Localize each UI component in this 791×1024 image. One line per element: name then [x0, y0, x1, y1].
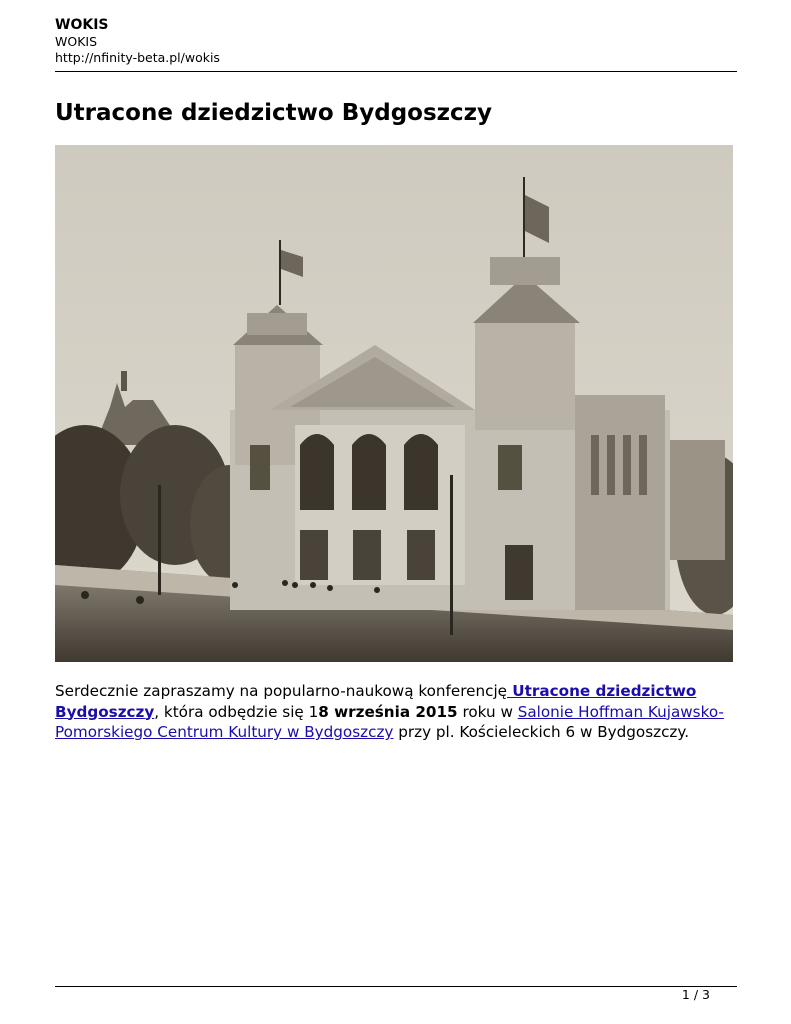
- page-title: Utracone dziedzictwo Bydgoszczy: [55, 100, 493, 126]
- document-header: [55, 17, 737, 66]
- body-text-1: Serdecznie zapraszamy na popularno-naukową konferencję: [55, 682, 508, 700]
- site-url[interactable]: http://nfinity-beta.pl/wokis: [55, 50, 220, 65]
- site-name: WOKIS: [55, 17, 109, 33]
- event-date: 8 września 2015: [318, 702, 458, 721]
- body-text-2: , która odbędzie się 1: [154, 702, 319, 721]
- photo-icon: [55, 145, 733, 662]
- body-text-3: roku w: [457, 702, 518, 721]
- site-subtitle: WOKIS: [55, 34, 98, 49]
- event-description: [55, 681, 745, 743]
- page-number: 1 / 3: [681, 987, 710, 1002]
- event-link-label: Utracone dziedzictwo Bydgoszczy: [55, 682, 697, 721]
- body-text-4: przy pl. Kościeleckich 6 w Bydgoszczy.: [393, 723, 690, 741]
- venue-link[interactable]: Salonie Hoffman Kujawsko-Pomorskiego Centrum Kultury w Bydgoszczy: [55, 702, 724, 741]
- header-divider: [55, 71, 737, 72]
- theatre-photo: [55, 145, 733, 662]
- footer-divider: [55, 986, 737, 987]
